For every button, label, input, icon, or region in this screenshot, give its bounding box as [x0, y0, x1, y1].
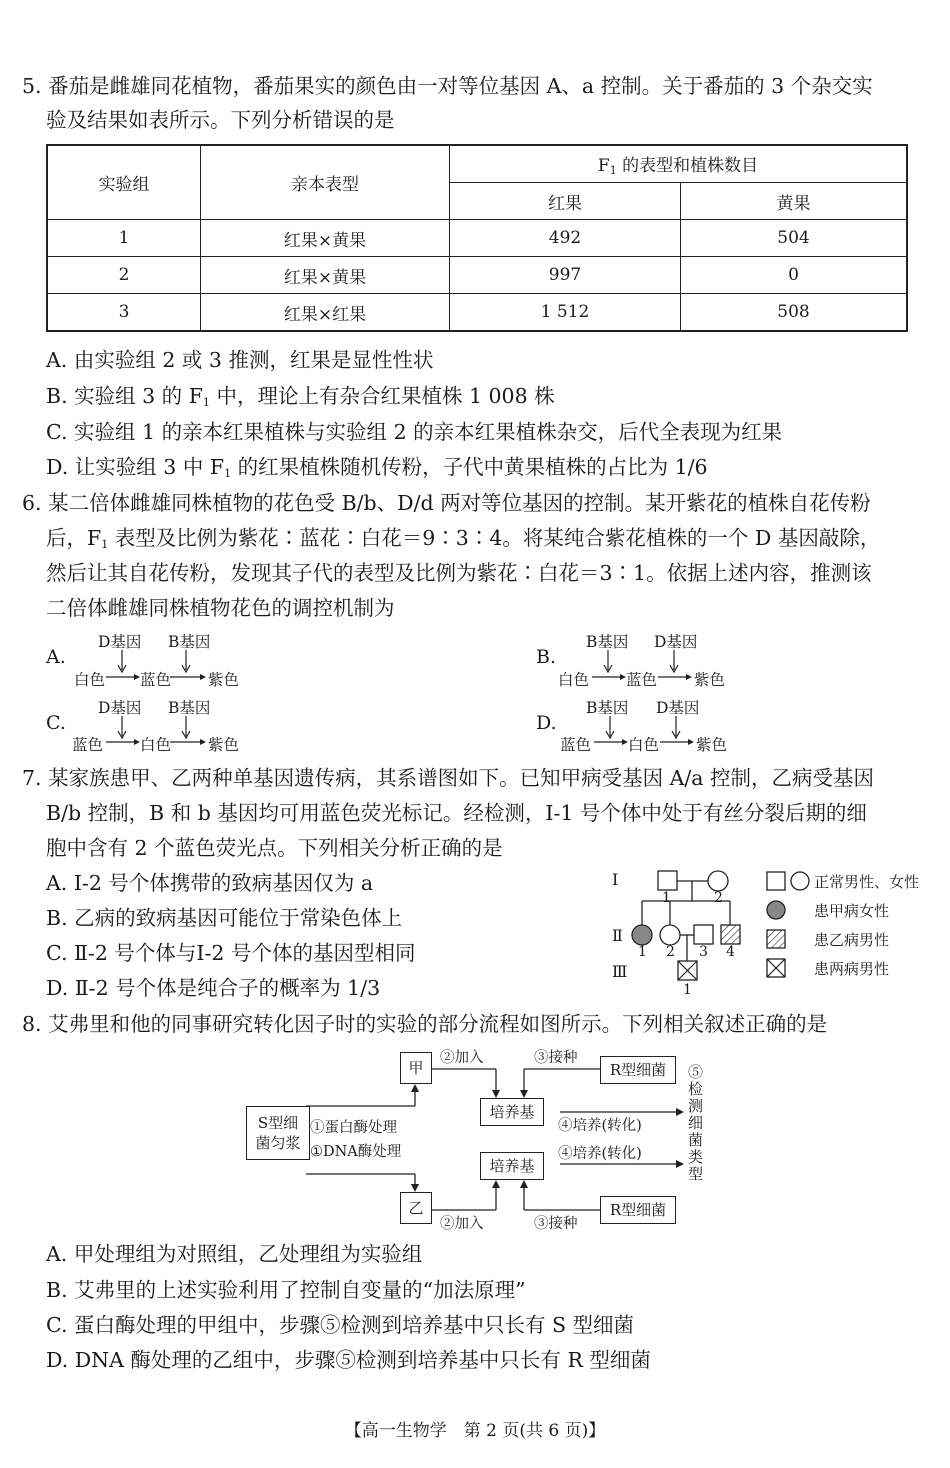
generation-label: Ⅲ — [612, 962, 628, 981]
pedigree-number: 1 — [683, 982, 692, 998]
color-label: 紫色 — [696, 736, 728, 754]
legend-both-male: 患两病男性 — [814, 960, 890, 978]
q7-option-c[interactable]: C. Ⅱ-2 号个体与Ⅰ-2 号个体的基因型相同 — [46, 941, 416, 965]
q8-option-c[interactable]: C. 蛋白酶处理的甲组中，步骤⑤检测到培养基中只长有 S 型细菌 — [46, 1313, 635, 1337]
generation-label: Ⅱ — [612, 926, 623, 945]
pedigree-number: 2 — [714, 890, 723, 906]
step-culture-bottom: ④培养(转化) — [558, 1146, 642, 1162]
q5-stem-line1: 5. 番茄是雌雄同花植物，番茄果实的颜色由一对等位基因 A、a 控制。关于番茄的 3 个杂交实 — [22, 74, 873, 98]
medium-box-top: 培养基 — [480, 1098, 544, 1126]
step-add-top: ②加入 — [440, 1050, 484, 1066]
gene-label: D基因 — [654, 633, 698, 651]
gene-label: B基因 — [586, 633, 629, 651]
q7-option-a[interactable]: A. Ⅰ-2 号个体携带的致病基因仅为 a — [46, 871, 374, 895]
color-label: 紫色 — [694, 671, 726, 689]
q6-stem-line4: 二倍体雌雄同株植物花色的调控机制为 — [46, 596, 395, 620]
pathway-arrows — [588, 714, 698, 748]
medium-box-bottom: 培养基 — [480, 1152, 544, 1180]
individual-ii4 — [721, 925, 740, 944]
legend-normal: 正常男性、女性 — [814, 873, 920, 891]
table-row: 2 红果×黄果 997 0 — [47, 257, 907, 294]
step-culture-top: ④培养(转化) — [558, 1118, 642, 1134]
table-row: 1 红果×黄果 492 504 — [47, 220, 907, 257]
step-protease: ①蛋白酶处理 — [310, 1120, 397, 1136]
pedigree-number: 1 — [638, 944, 647, 960]
q6-stem-line1: 6. 某二倍体雌雄同株植物的花色受 B/b、D/d 两对等位基因的控制。某开紫花的植株自花传粉 — [22, 491, 871, 515]
option-letter: C. — [46, 712, 66, 734]
th-f1: $F_1$ 的表型和植株数目 — [450, 145, 908, 183]
pedigree-number: 1 — [662, 890, 671, 906]
pedigree-number: 2 — [666, 944, 675, 960]
q7-option-b[interactable]: B. 乙病的致病基因可能位于常染色体上 — [46, 906, 403, 930]
individual-i2 — [708, 871, 728, 891]
pathway-arrows — [100, 648, 210, 682]
pedigree-number: 4 — [726, 944, 735, 960]
yi-box: 乙 — [400, 1192, 432, 1224]
table-row: 3 红果×红果 1 512 508 — [47, 294, 907, 332]
r-cell-box-bottom: R型细菌 — [600, 1196, 676, 1224]
individual-ii1 — [632, 925, 652, 945]
step-inoculate-top: ③接种 — [534, 1050, 578, 1066]
q7-option-d[interactable]: D. Ⅱ-2 号个体是纯合子的概率为 1/3 — [46, 976, 381, 1000]
r-cell-box-top: R型细菌 — [600, 1056, 676, 1084]
q6-stem-line2: 后，$F_1$ 表型及比例为紫花∶蓝花∶白花＝9∶3∶4。将某纯合紫花植株的一个 D 基因敲除， — [46, 526, 881, 551]
step-inoculate-bottom: ③接种 — [534, 1216, 578, 1232]
color-label: 白色 — [558, 671, 590, 689]
color-label: 蓝色 — [140, 671, 172, 689]
th-group: 实验组 — [47, 145, 201, 220]
jia-box: 甲 — [400, 1052, 432, 1084]
q5-option-b[interactable]: B. 实验组 3 的 $F_1$ 中，理论上有杂合红果植株 1 008 株 — [46, 384, 555, 409]
q5-option-a[interactable]: A. 由实验组 2 或 3 推测，红果是显性性状 — [46, 348, 434, 372]
color-label: 白色 — [74, 671, 106, 689]
q5-option-d[interactable]: D. 让实验组 3 中 $F_1$ 的红果植株随机传粉，子代中黄果植株的占比为 1/6 — [46, 455, 708, 480]
color-label: 白色 — [140, 736, 172, 754]
step-dnase: ①DNA酶处理 — [310, 1144, 402, 1160]
q7-stem-line2: B/b 控制，B 和 b 基因均可用蓝色荧光标记。经检测，Ⅰ-1 号个体中处于有丝分裂后期的细 — [46, 801, 867, 825]
individual-ii2 — [660, 925, 680, 945]
color-label: 蓝色 — [560, 736, 592, 754]
s-homogenate-box: S型细 菌匀浆 — [246, 1106, 310, 1160]
step-add-bottom: ②加入 — [440, 1216, 484, 1232]
q7-stem-line3: 胞中含有 2 个蓝色荧光点。下列相关分析正确的是 — [46, 836, 503, 860]
q8-stem: 8. 艾弗里和他的同事研究转化因子时的实验的部分流程如图所示。下列相关叙述正确的是 — [22, 1012, 828, 1036]
color-label: 紫色 — [208, 736, 240, 754]
legend-b-male: 患乙病男性 — [814, 931, 890, 949]
color-label: 紫色 — [208, 671, 240, 689]
color-label: 蓝色 — [72, 736, 104, 754]
individual-i1 — [658, 871, 677, 890]
pathway-arrows — [100, 714, 210, 748]
gene-label: B基因 — [168, 699, 211, 717]
legend-symbols — [764, 870, 814, 982]
step-detect: ⑤检测细菌类型 — [686, 1064, 704, 1183]
generation-label: Ⅰ — [612, 870, 619, 889]
pedigree-number: 3 — [699, 944, 708, 960]
option-letter: D. — [536, 712, 557, 734]
q5-option-c[interactable]: C. 实验组 1 的亲本红果植株与实验组 2 的亲本红果植株杂交，后代全表现为红果 — [46, 420, 783, 444]
q5-table — [46, 144, 908, 332]
q8-option-b[interactable]: B. 艾弗里的上述实验利用了控制自变量的“加法原理” — [46, 1278, 526, 1302]
gene-label: D基因 — [656, 699, 700, 717]
gene-label: B基因 — [586, 699, 629, 717]
q5-stem-line2: 验及结果如表所示。下列分析错误的是 — [46, 108, 395, 132]
page-footer: 【高一生物学 第 2 页(共 6 页)】 — [344, 1421, 606, 1441]
individual-ii3 — [694, 925, 713, 944]
option-letter: B. — [536, 646, 557, 668]
gene-label: B基因 — [168, 633, 211, 651]
gene-label: D基因 — [98, 633, 142, 651]
q8-option-d[interactable]: D. DNA 酶处理的乙组中，步骤⑤检测到培养基中只长有 R 型细菌 — [46, 1348, 651, 1372]
q8-option-a[interactable]: A. 甲处理组为对照组，乙处理组为实验组 — [46, 1242, 423, 1266]
pedigree-lines — [620, 864, 750, 982]
th-parent: 亲本表型 — [201, 145, 450, 220]
color-label: 白色 — [628, 736, 660, 754]
th-red: 红果 — [450, 183, 681, 220]
gene-label: D基因 — [98, 699, 142, 717]
legend-a-female: 患甲病女性 — [814, 902, 890, 920]
color-label: 蓝色 — [626, 671, 658, 689]
q7-stem-line1: 7. 某家族患甲、乙两种单基因遗传病，其系谱图如下。已知甲病受基因 A/a 控制，乙病受基因 — [22, 766, 875, 790]
pathway-arrows — [586, 648, 696, 682]
q6-stem-line3: 然后让其自花传粉，发现其子代的表型及比例为紫花∶白花＝3∶1。依据上述内容，推测该 — [46, 561, 872, 585]
th-yellow: 黄果 — [681, 183, 908, 220]
option-letter: A. — [46, 646, 66, 668]
